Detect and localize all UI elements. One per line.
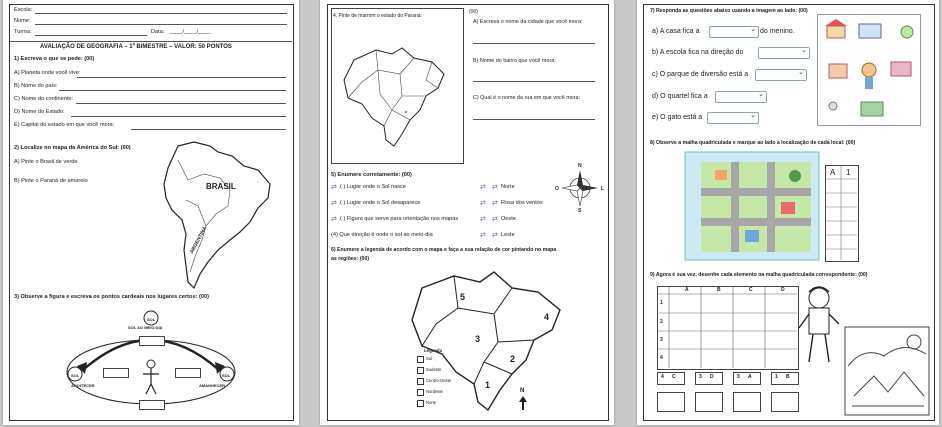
q9-chip-3-col: A — [748, 374, 752, 380]
figure-dawn-label: AMANHECER — [199, 383, 225, 388]
legend-box-1[interactable] — [417, 356, 424, 363]
region-number-5: 5 — [460, 292, 466, 302]
q7-item-a: a) A casa fica a — [652, 28, 700, 35]
name-label: Nome: — [14, 18, 31, 24]
q9-element-4 — [771, 392, 799, 412]
q5-left-4: (4) Que direção é onde o sol ao meio-dia — [331, 232, 433, 238]
q2-item-a: A) Pinte o Brasil de verde — [14, 159, 78, 165]
arrow-icon: ⇄ — [492, 184, 498, 191]
date-label: Data: — [151, 29, 165, 35]
q9-row-3: 3 — [660, 337, 663, 343]
legend-item-3: Centro-Oeste — [426, 378, 452, 383]
q4-title: 4. Pinte de marrom o estado do Paraná: — [333, 13, 422, 19]
arrow-icon: ⇄ — [480, 200, 486, 207]
region-number-2: 2 — [510, 354, 516, 364]
q6-title-line1: 6) Enumere a legenda de acordo com o mapa e faça a sua relação de cor pintando no mapa — [331, 247, 557, 253]
region-number-3: 3 — [475, 334, 481, 344]
cartoon-boy-illustration — [797, 284, 843, 368]
q4-answer-a[interactable] — [473, 43, 595, 44]
worksheet-page-2 — [320, 0, 614, 425]
q9-row-1: 1 — [660, 300, 663, 306]
q9-col-b: B — [717, 287, 721, 293]
q7-item-c: c) O parque de diversão está a — [652, 71, 749, 78]
q1-item-b: B) Nome do país: — [14, 83, 58, 89]
figure-dusk-label: ANOITECER — [71, 383, 95, 388]
compass-l: L — [601, 186, 605, 192]
arrow-icon: ⇄ — [331, 216, 337, 223]
header-separator — [10, 41, 292, 42]
q4-points: (00) — [469, 9, 478, 15]
q1-answer-b[interactable] — [59, 90, 286, 91]
q7-select-e[interactable] — [707, 112, 759, 124]
q1-answer-a[interactable] — [77, 77, 286, 78]
q9-element-1 — [657, 392, 685, 412]
q9-chip-2-col: D — [710, 374, 714, 380]
q7-item-e: e) O gato está a — [652, 114, 703, 121]
compass-n: N — [578, 163, 582, 169]
arrow-icon: ⇄ — [492, 200, 498, 207]
q5-right-3: Oeste — [501, 216, 516, 222]
figure-noon-label: SOL AO MEIO DIA — [128, 325, 163, 330]
q5-right-2: Rosa dos ventos — [501, 200, 543, 206]
q9-row-4: 4 — [660, 355, 663, 361]
q2-item-b: B) Pinte o Paraná de amarelo — [14, 178, 88, 184]
arrow-icon: ⇄ — [480, 216, 486, 223]
q4-item-b: B) Nome do bairro que você mora: — [473, 58, 556, 64]
arrow-icon: ⇄ — [331, 200, 337, 207]
answer-box-top[interactable] — [139, 336, 165, 346]
q3-title: 3) Observe a figura e escreva os pontos cardeais nos lugares certos: (00) — [14, 294, 209, 300]
q8-answer-grid-lines — [825, 165, 857, 260]
q4-item-c: C) Qual é o nome da rua em que você mora: — [473, 95, 580, 101]
q9-chip-3-row: 3 — [737, 374, 740, 380]
figure-sun-right-label: SOL — [222, 373, 231, 378]
q1-answer-c[interactable] — [76, 103, 286, 104]
exam-title: AVALIAÇÃO DE GEOGRAFIA – 1º BIMESTRE – VALOR: 50 PONTOS — [40, 44, 232, 50]
q5-right-1: Norte — [501, 184, 515, 190]
name-field[interactable] — [35, 24, 287, 25]
q1-title: 1) Escreva o que se pede: (00) — [14, 56, 95, 62]
region-number-1: 1 — [485, 380, 491, 390]
q5-title: 5) Enumere corretamente: (00) — [331, 172, 412, 178]
date-field[interactable]: ____/____/____ — [170, 29, 211, 35]
class-label: Turma: — [14, 29, 32, 35]
q1-answer-d[interactable] — [71, 116, 286, 117]
q8-title: 8) Observe a malha quadriculada e marque ao lado a localização de cada local: (00) — [650, 140, 856, 146]
legend-item-2: Sudeste — [426, 367, 442, 372]
compass-s: S — [578, 208, 582, 214]
figure-sun-label: SOL — [147, 317, 156, 322]
arrow-icon: ⇄ — [480, 184, 486, 191]
compass-o: O — [555, 186, 559, 192]
q5-right-4: Leste — [501, 232, 515, 238]
q7-item-d: d) O quartel fica a — [652, 93, 708, 100]
q9-chip-4-row: 1 — [775, 374, 778, 380]
brazil-states-map[interactable] — [340, 40, 450, 150]
class-field[interactable] — [35, 35, 147, 36]
q9-chip-4-col: B — [786, 374, 790, 380]
arrow-icon: ⇄ — [492, 216, 498, 223]
q8-grid-map[interactable] — [685, 152, 819, 260]
q9-chip-1-row: 4 — [661, 374, 664, 380]
q1-item-e: E) Capital do estado em que você mora: — [14, 122, 115, 128]
map-label-brasil: BRASIL — [206, 182, 236, 191]
q9-element-2 — [695, 392, 723, 412]
legend-box-4[interactable] — [417, 389, 424, 396]
legend-item-1: Sul — [426, 356, 433, 361]
q9-element-3 — [733, 392, 761, 412]
q8-grid-head-1: 1 — [846, 168, 851, 177]
legend-box-2[interactable] — [417, 367, 424, 374]
q4-answer-c[interactable] — [473, 119, 595, 120]
q8-grid-head-a: A — [830, 168, 836, 177]
answer-box-right[interactable] — [175, 368, 201, 378]
q7-select-a[interactable] — [709, 26, 759, 38]
arrow-icon: ⇄ — [331, 184, 337, 191]
legend-item-5: Norte — [426, 400, 437, 405]
q9-col-c: C — [749, 287, 753, 293]
south-america-map[interactable] — [158, 140, 278, 290]
compass-rose-icon — [558, 166, 605, 210]
q7-item-b: b) A escola fica na direção do — [652, 49, 744, 56]
arrow-icon: ⇄ — [480, 232, 486, 239]
north-arrow-icon — [519, 396, 527, 410]
legend-item-4: Nordeste — [426, 389, 443, 394]
worksheet-page-3 — [637, 0, 939, 425]
answer-box-left[interactable] — [103, 368, 129, 378]
arrow-icon: ⇄ — [492, 232, 498, 239]
region-number-4: 4 — [544, 312, 550, 322]
legend-box-3[interactable] — [417, 378, 424, 385]
north-arrow-label: N — [520, 388, 525, 394]
figure-sun-left-label: SOL — [71, 373, 80, 378]
q9-chip-2-row: 3 — [699, 374, 702, 380]
q4-item-a: A) Escreva o nome da cidade que você mora: — [473, 19, 583, 25]
q6-title-line2: as regiões: (00) — [331, 256, 370, 262]
q5-left-3: ( ) Figura que serve para orientação nos mapas — [340, 216, 459, 222]
school-field[interactable] — [35, 13, 287, 14]
town-illustration — [821, 18, 917, 122]
q1-item-c: C) Nome do continente: — [14, 96, 74, 102]
q5-left-1: ( ) Lugar onde o Sol nasce — [340, 184, 406, 190]
legend-title: Legenda — [424, 348, 443, 353]
q1-answer-e[interactable] — [131, 129, 286, 130]
q1-item-d: D) Nome do Estado: — [14, 109, 65, 115]
q2-title: 2) Localize no mapa da América do Sul: (00) — [14, 145, 131, 151]
answer-box-bottom[interactable] — [139, 400, 165, 410]
q9-col-a: A — [685, 287, 689, 293]
q1-item-a: A) Planeta onde você vive: — [14, 70, 81, 76]
brazil-regions-map[interactable] — [408, 268, 568, 418]
map-label-argentina: ARGENTINA — [189, 225, 209, 255]
q9-title: 9) Agora é sua vez, desenhe cada elemento na malha quadriculada correspondente: (00) — [650, 272, 868, 278]
q9-chip-1-col: C — [672, 374, 676, 380]
school-label: Escola: — [14, 7, 33, 13]
q7-item-a-suffix: do menino. — [760, 28, 795, 35]
q5-left-2: ( ) Lugar onde o Sol desaparece — [340, 200, 421, 206]
q7-select-d[interactable] — [715, 91, 767, 103]
q9-row-2: 2 — [660, 319, 663, 325]
q7-select-c[interactable] — [755, 69, 807, 81]
q9-col-d: D — [781, 287, 785, 293]
q4-answer-b[interactable] — [473, 81, 595, 82]
q7-title: 7) Responda as questões abaixo usando a imagem ao lado: (00) — [650, 8, 808, 14]
q7-select-b[interactable] — [758, 47, 810, 59]
q9-grid-lines — [657, 286, 797, 368]
legend-box-5[interactable] — [417, 400, 424, 407]
garden-scene-illustration — [844, 326, 930, 416]
worksheet-page-1 — [3, 0, 299, 425]
